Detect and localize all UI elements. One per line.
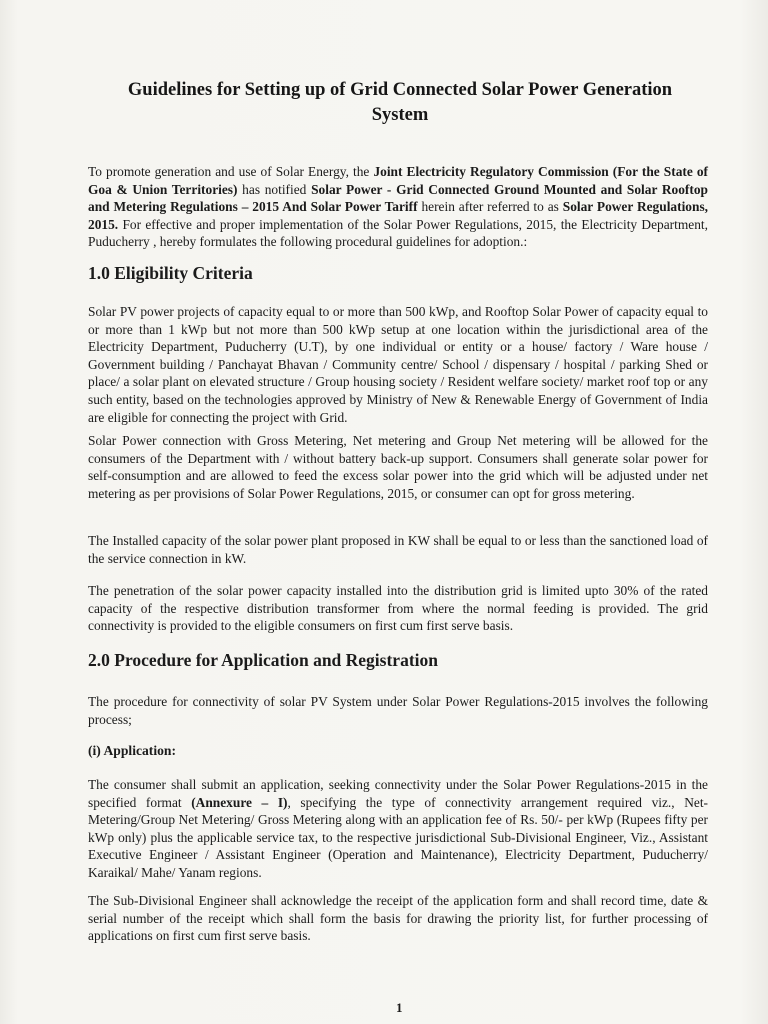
intro-text-4: For effective and proper implementation of the Solar Power Regulations, 2015, the Electricity Department, Puducherry , hereby formulates the following procedural guidelines for adoption.: <box>88 216 708 250</box>
application-text-1: The consumer shall submit an application, seeking connectivity under the Solar Power Regulations-2015 in the specified format <box>88 777 708 810</box>
section1-heading: 1.0 Eligibility Criteria <box>88 263 253 283</box>
section1-paragraph-4: The penetration of the solar power capacity installed into the distribution grid is limited upto 30% of the rated capacity of the respective distribution transformer from where the normal feeding is provided. The grid connectivity is provided to the eligible consumers on first cum first serve basis. <box>88 583 708 634</box>
section1-paragraph-3: The Installed capacity of the solar power plant proposed in KW shall be equal to or less than the sanctioned load of the service connection in kW. <box>88 533 708 566</box>
section1-paragraph-2: Solar Power connection with Gross Metering, Net metering and Group Net metering will be allowed for the consumers of the Department with / without battery back-up support. Consumers shall generate solar power for self-consumption and are allowed to feed the excess solar power into the grid which will be adjusted under net metering as per provisions of Solar Power Regulations, 2015, or consumer can opt for gross metering. <box>88 433 708 501</box>
section1-paragraph-1: Solar PV power projects of capacity equal to or more than 500 kWp, and Rooftop Solar Power of capacity equal to or more than 1 kWp but not more than 500 kWp setup at one location within the jurisdictional area of the Electricity Department, Puducherry (U.T), by one individual or entity or a house/ factory / Ware house / Government building / Panchayat Bhavan / Community centre/ School / dispensary / hospital / parking Shed or place/ a solar plant on elevated structure / Group housing society / Resident welfare society/ market roof top or any such entity, based on the technologies approved by Ministry of New & Renewable Energy of Government of India are eligible for connecting the project with Grid. <box>88 304 708 425</box>
intro-commission-name: Joint Electricity Regulatory Commission (For the State of Goa & Union Territories) <box>88 164 708 197</box>
section2-paragraph-2 <box>88 776 708 882</box>
intro-text-2: has notified <box>237 181 312 197</box>
intro-text-1: To promote generation and use of Solar Energy, the <box>88 164 374 179</box>
intro-text-3: herein after referred to as <box>417 199 563 215</box>
application-text-2: , specifying the type of connectivity arrangement required viz., Net-Metering/Group Net Metering/ Gross Metering along with an application fee of Rs. 50/- per kWp (Rupees fifty per kWp only) plus the applicable service tax, to the respective jurisdictional Sub-Divisional Engineer, Viz., Assistant Executive Engineer / Assistant Engineer (Operation and Maintenance), Electricity Department, Puducherry/ Karaikal/ Mahe/ Yanam regions. <box>88 794 708 880</box>
application-subheading: (i) Application: <box>88 743 176 758</box>
document-title: Guidelines for Setting up of Grid Connected Solar Power Generation System <box>127 80 673 125</box>
annexure-reference: (Annexure – I) <box>191 794 288 810</box>
section2-heading: 2.0 Procedure for Application and Registration <box>88 650 438 670</box>
page-number: 1 <box>396 1000 403 1015</box>
intro-regulation-short: Solar Power Regulations, 2015. <box>88 199 709 232</box>
section2-paragraph-1: The procedure for connectivity of solar PV System under Solar Power Regulations-2015 involves the following process; <box>88 694 708 727</box>
section2-paragraph-3: The Sub-Divisional Engineer shall acknowledge the receipt of the application form and shall record time, date & serial number of the receipt which shall form the basis for drawing the priority list, for further processing of applications on first cum first serve basis. <box>88 893 708 944</box>
intro-regulation-name: Solar Power - Grid Connected Ground Mounted and Solar Rooftop and Metering Regulations – 2015 And Solar Power Tariff <box>88 181 708 215</box>
intro-paragraph <box>88 163 708 251</box>
